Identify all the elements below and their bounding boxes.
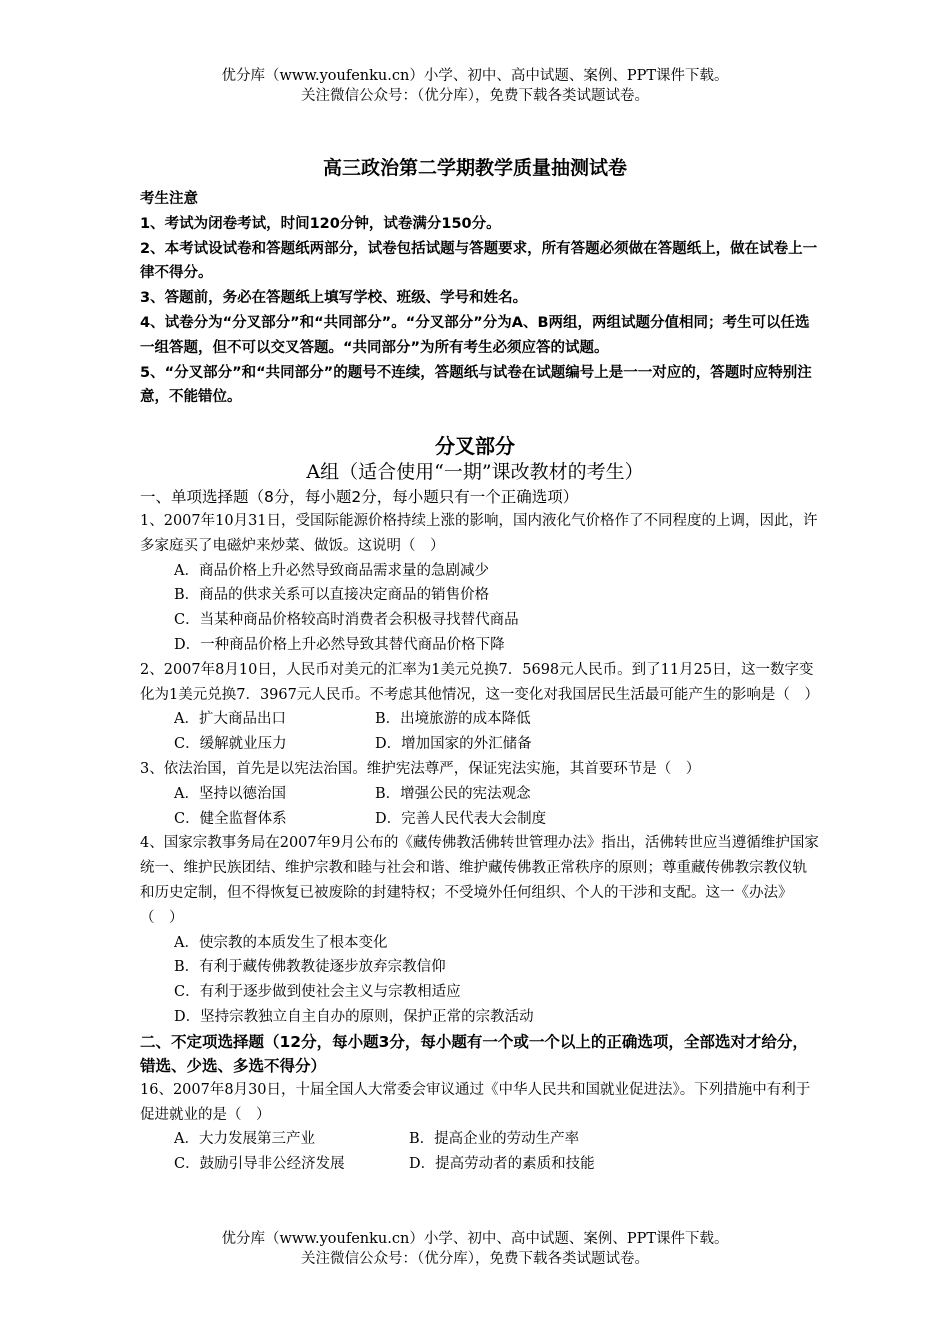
- question-16-option-a: A．大力发展第三产业: [174, 1131, 315, 1148]
- footer-line-1: 优分库（www.youfenku.cn）小学、初中、高中试题、案例、PPT课件下载。: [221, 1231, 729, 1247]
- question-16-options-row-1: [140, 1127, 820, 1152]
- question-3-option-b: B．增强公民的宪法观念: [375, 785, 531, 802]
- question-1-stem: 1、2007年10月31日，受国际能源价格持续上涨的影响，国内液化气价格作了不同程度的上调，因此，许多家庭买了电磁炉来炒菜、做饭。这说明（ ）: [140, 513, 818, 554]
- page-header: [0, 66, 950, 106]
- group-title: A组（适合使用“一期”课改教材的考生）: [306, 461, 644, 483]
- question-3-option-a: A．坚持以德治国: [174, 785, 286, 802]
- question-2-stem: 2、2007年8月10日，人民币对美元的汇率为1美元兑换7．5698元人民币。到了11月25日，这一数字变化为1美元兑换7．3967元人民币。不考虑其他情况，这一变化对我国居民生活最可能产生的影响是（ ）: [140, 661, 819, 703]
- question-3-options-row-2: [140, 807, 820, 832]
- question-1-option-b: B．商品的供求关系可以直接决定商品的销售价格: [174, 587, 490, 604]
- questions: [140, 485, 820, 1177]
- notice-item-4: 4、试卷分为“分叉部分”和“共同部分”。“分叉部分”分为A、B两组，两组试题分值相同；考生可以任选一组答题，但不可以交叉答题。“共同部分”为所有考生必须应答的试题。: [140, 314, 810, 356]
- question-16-option-c: C．鼓励引导非公经济发展: [174, 1156, 345, 1173]
- question-4-option-c: C．有利于逐步做到使社会主义与宗教相适应: [174, 984, 461, 1001]
- question-2-options-row-1: [140, 707, 820, 732]
- question-4-option-b: B．有利于藏传佛教教徒逐步放弃宗教信仰: [174, 959, 446, 976]
- question-16-option-d: D．提高劳动者的素质和技能: [409, 1156, 595, 1173]
- question-3-stem: 3、依法治国，首先是以宪法治国。维护宪法尊严，保证宪法实施，其首要环节是（ ）: [140, 760, 701, 777]
- footer-line-2: 关注微信公众号：（优分库），免费下载各类试题试卷。: [301, 1251, 649, 1267]
- notice-item-3: 3、答题前，务必在答题纸上填写学校、班级、学号和姓名。: [140, 290, 528, 307]
- question-1-option-a: A．商品价格上升必然导致商品需求量的急剧减少: [174, 562, 489, 579]
- header-line-1: 优分库（www.youfenku.cn）小学、初中、高中试题、案例、PPT课件下载。: [221, 68, 729, 84]
- notice-heading: 考生注意: [140, 191, 198, 207]
- header-line-2: 关注微信公众号：（优分库），免费下载各类试题试卷。: [301, 88, 649, 104]
- question-16-stem: 16、2007年8月30日，十届全国人大常委会审议通过《中华人民共和国就业促进法》。下列措施中有利于促进就业的是（ ）: [140, 1081, 811, 1123]
- part1-heading: 一、单项选择题（8分，每小题2分，每小题只有一个正确选项）: [140, 488, 579, 506]
- question-2-option-c: C．缓解就业压力: [174, 736, 287, 753]
- question-3-option-c: C．健全监督体系: [174, 810, 287, 827]
- notice-block: [140, 187, 820, 410]
- page-footer: [0, 1229, 950, 1269]
- question-16-option-b: B．提高企业的劳动生产率: [409, 1131, 580, 1148]
- part2-heading: 二、不定项选择题（12分，每小题3分，每小题有一个或一个以上的正确选项，全部选对才给分，错选、少选、多选不得分）: [140, 1032, 808, 1075]
- question-2-options-row-2: [140, 732, 820, 757]
- question-3-option-d: D．完善人民代表大会制度: [375, 810, 547, 827]
- question-3-options-row-1: [140, 782, 820, 807]
- question-4-option-a: A．使宗教的本质发生了根本变化: [174, 934, 388, 951]
- notice-item-5: 5、“分叉部分”和“共同部分”的题号不连续，答题纸与试卷在试题编号上是一一对应的，答题时应特别注意，不能错位。: [140, 364, 812, 406]
- notice-item-1: 1、考试为闭卷考试，时间120分钟，试卷满分150分。: [140, 215, 501, 232]
- question-2-option-d: D．增加国家的外汇储备: [375, 736, 532, 753]
- question-1-option-c: C．当某种商品价格较高时消费者会积极寻找替代商品: [174, 612, 519, 629]
- question-2-option-b: B．出境旅游的成本降低: [375, 711, 531, 728]
- question-4-stem: 4、国家宗教事务局在2007年9月公布的《藏传佛教活佛转世管理办法》指出，活佛转世应当遵循维护国家统一、维护民族团结、维护宗教和睦与社会和谐、维护藏传佛教正常秩序的原则；尊重藏传佛教宗教仪轨和历史定制，但不得恢复已被废除的封建特权；不受境外任何组织、个人的干涉和支配。这一《办法》（ ）: [140, 835, 819, 926]
- exam-title: 高三政治第二学期教学质量抽测试卷: [322, 157, 627, 179]
- question-2-option-a: A．扩大商品出口: [174, 711, 286, 728]
- question-1-option-d: D．一种商品价格上升必然导致其替代商品价格下降: [174, 636, 505, 653]
- question-16-options-row-2: [140, 1152, 820, 1177]
- section-title: 分叉部分: [435, 434, 515, 458]
- question-4-option-d: D．坚持宗教独立自主自办的原则，保护正常的宗教活动: [174, 1008, 534, 1025]
- notice-item-2: 2、本考试设试卷和答题纸两部分，试卷包括试题与答题要求，所有答题必须做在答题纸上，做在试卷上一律不得分。: [140, 240, 818, 282]
